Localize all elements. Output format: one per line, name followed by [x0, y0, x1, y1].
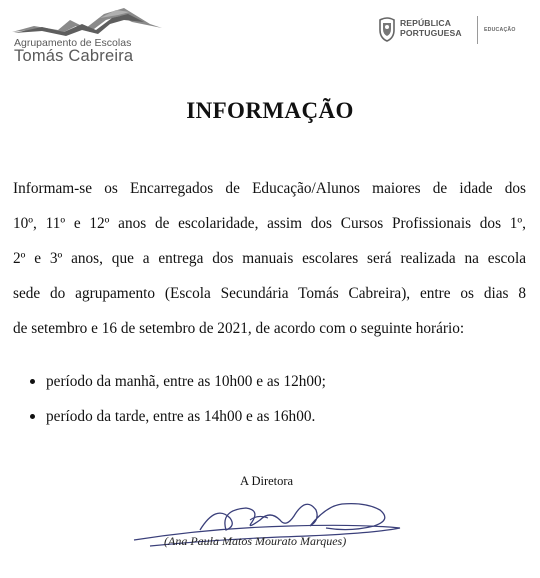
body-paragraph [13, 171, 526, 346]
government-logo [378, 14, 528, 48]
schedule-list [30, 369, 510, 439]
bullet-icon [30, 414, 35, 419]
paragraph-line: Informam-se os Encarregados de Educação/Alunos maiores de idade dos [13, 180, 526, 197]
republic-emblem-icon [378, 16, 396, 42]
school-logo [10, 6, 170, 64]
paragraph-line: sede do agrupamento (Escola Secundária Tomás Cabreira), entre os dias 8 [13, 285, 526, 302]
mountain-logo-icon [12, 6, 162, 36]
schedule-item-text: período da manhã, entre as 10h00 e as 12h00; [46, 373, 326, 390]
government-name: REPÚBLICA PORTUGUESA [400, 18, 462, 38]
document-title: INFORMAÇÃO [186, 98, 354, 123]
school-logo-subtitle: Agrupamento de Escolas [14, 37, 132, 49]
signatory-role: A Diretora [240, 474, 294, 488]
paragraph-line: de setembro e 16 de setembro de 2021, de acordo com o seguinte horário: [13, 320, 465, 337]
bullet-icon [30, 379, 35, 384]
logo-divider [477, 16, 478, 44]
schedule-item-text: período da tarde, entre as 14h00 e as 16h00. [46, 408, 316, 425]
signatory-name: (Ana Paula Matos Mourato Marques) [164, 534, 347, 548]
school-logo-name: Tomás Cabreira [14, 47, 134, 65]
schedule-item-morning [30, 369, 510, 404]
schedule-item-afternoon [30, 404, 510, 439]
department-label: EDUCAÇÃO [484, 27, 516, 33]
paragraph-line: 2º e 3º anos, que a entrega dos manuais escolares será realizada na escola [13, 250, 526, 267]
signature-block [130, 468, 420, 568]
paragraph-line: 10º, 11º e 12º anos de escolaridade, assim dos Cursos Profissionais dos 1º, [13, 215, 526, 232]
document-header [0, 0, 540, 70]
